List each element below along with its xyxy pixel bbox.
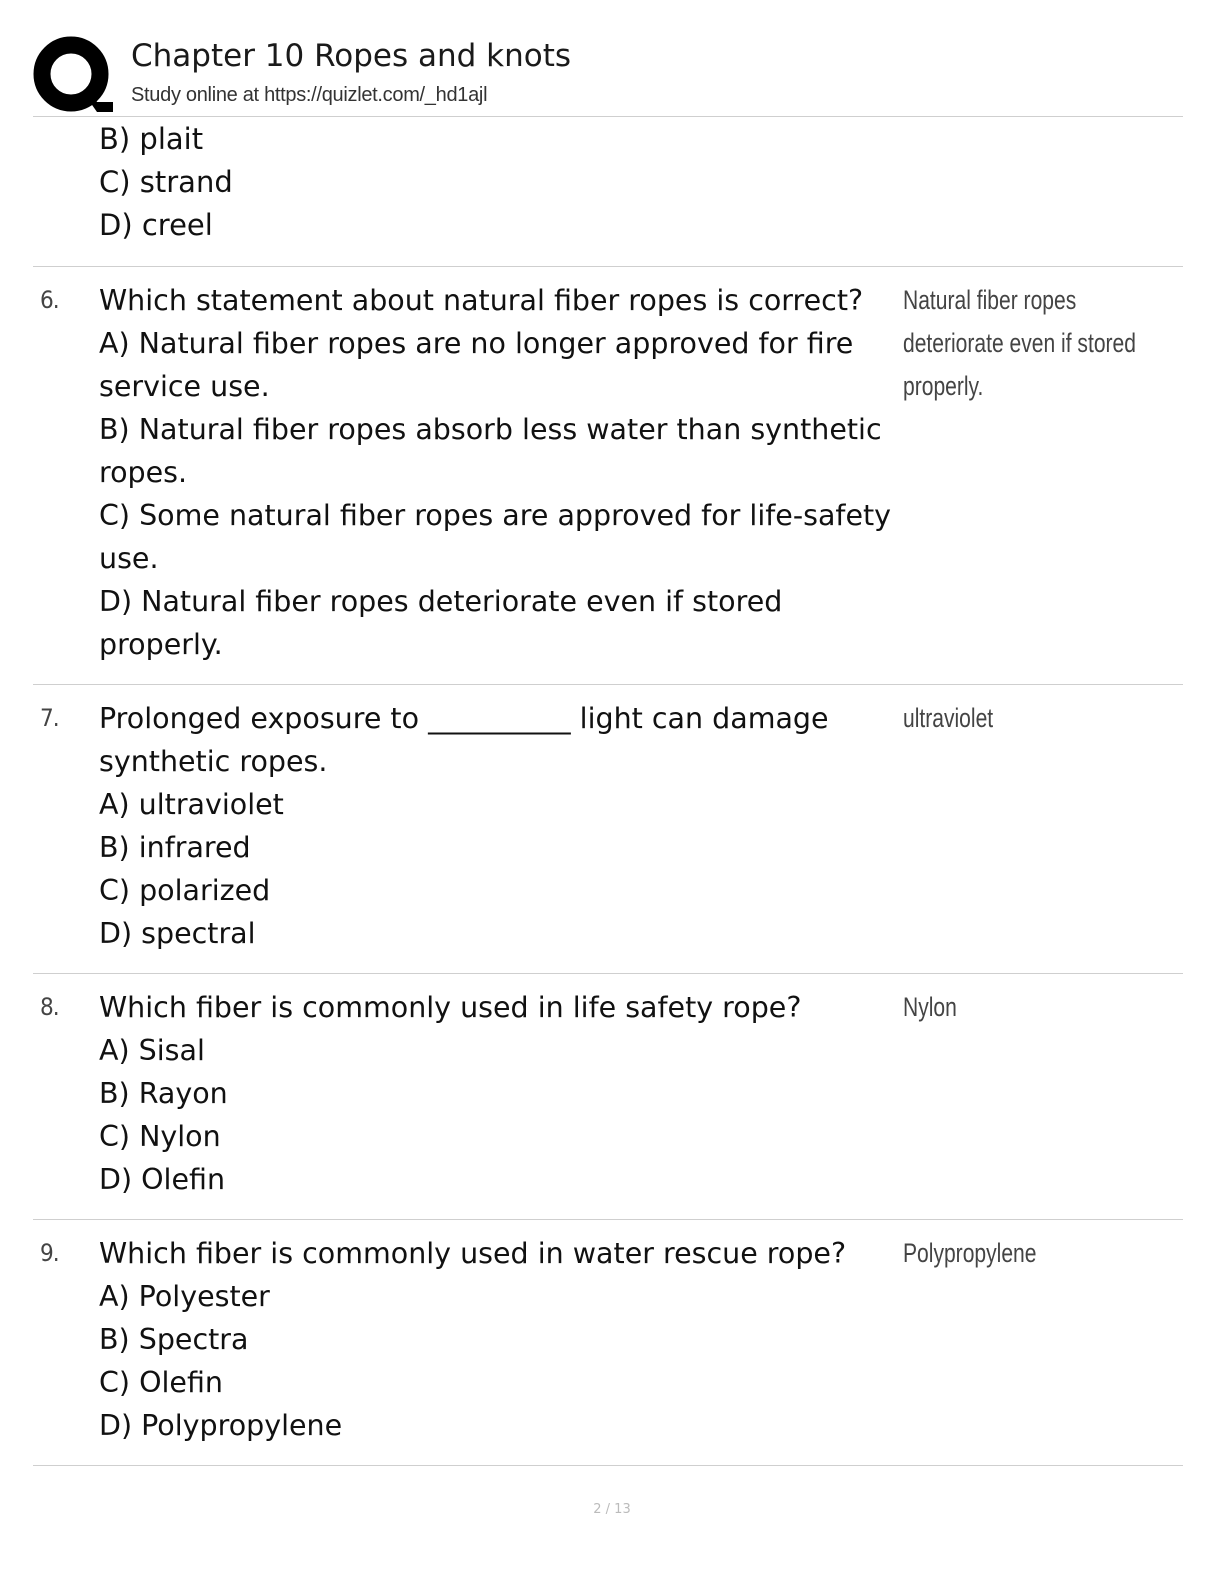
option-a: A) Sisal [99, 1034, 205, 1067]
question-number: 8. [40, 993, 59, 1021]
option-b: B) infrared [99, 831, 251, 864]
option-a: A) ultraviolet [99, 788, 284, 821]
option-b: B) Natural fiber ropes absorb less water than synthetic ropes. [99, 413, 882, 489]
option-c: C) Olefin [99, 1366, 223, 1399]
question-text: Prolonged exposure to __________ light can damage synthetic ropes. [99, 702, 829, 778]
page-header [33, 32, 1183, 116]
question-text: Which fiber is commonly used in water rescue rope? [99, 1237, 847, 1270]
page-title: Chapter 10 Ropes and knots [131, 38, 572, 74]
question-text: Which fiber is commonly used in life safety rope? [99, 991, 802, 1024]
answer-text: Nylon [903, 992, 957, 1022]
option-d: D) creel [99, 208, 213, 242]
question-body [99, 279, 895, 666]
question-body [99, 1232, 895, 1447]
option-a: A) Polyester [99, 1280, 270, 1313]
divider [33, 1219, 1183, 1220]
divider [33, 684, 1183, 685]
divider [33, 1465, 1183, 1466]
answer-text: Polypropylene [903, 1238, 1037, 1268]
option-c: C) Nylon [99, 1120, 221, 1153]
question-body [99, 986, 895, 1201]
option-b: B) plait [99, 122, 204, 156]
page-number: 2 / 13 [593, 1502, 631, 1517]
question-body [99, 697, 895, 955]
divider [33, 266, 1183, 267]
option-b: B) Rayon [99, 1077, 228, 1110]
option-c: C) strand [99, 165, 233, 199]
question-number: 9. [40, 1239, 59, 1267]
option-c: C) polarized [99, 874, 271, 907]
option-c: C) Some natural fiber ropes are approved for life-safety use. [99, 499, 892, 575]
question-text: Which statement about natural fiber ropes is correct? [99, 284, 864, 317]
continued-options [99, 118, 899, 247]
option-d: D) spectral [99, 917, 256, 950]
option-d: D) Polypropylene [99, 1409, 343, 1442]
option-d: D) Olefin [99, 1163, 226, 1196]
quizlet-logo-icon [33, 36, 113, 116]
answer-text: Natural fiber ropes deteriorate even if stored properly. [903, 285, 1136, 401]
divider [33, 973, 1183, 974]
question-number: 6. [40, 286, 59, 314]
answer-text: ultraviolet [903, 703, 994, 733]
study-link[interactable]: Study online at https://quizlet.com/_hd1ajl [131, 84, 488, 106]
option-d: D) Natural fiber ropes deteriorate even if stored properly. [99, 585, 783, 661]
option-a: A) Natural fiber ropes are no longer approved for fire service use. [99, 327, 854, 403]
divider [33, 116, 1183, 117]
option-b: B) Spectra [99, 1323, 249, 1356]
question-number: 7. [40, 704, 59, 732]
